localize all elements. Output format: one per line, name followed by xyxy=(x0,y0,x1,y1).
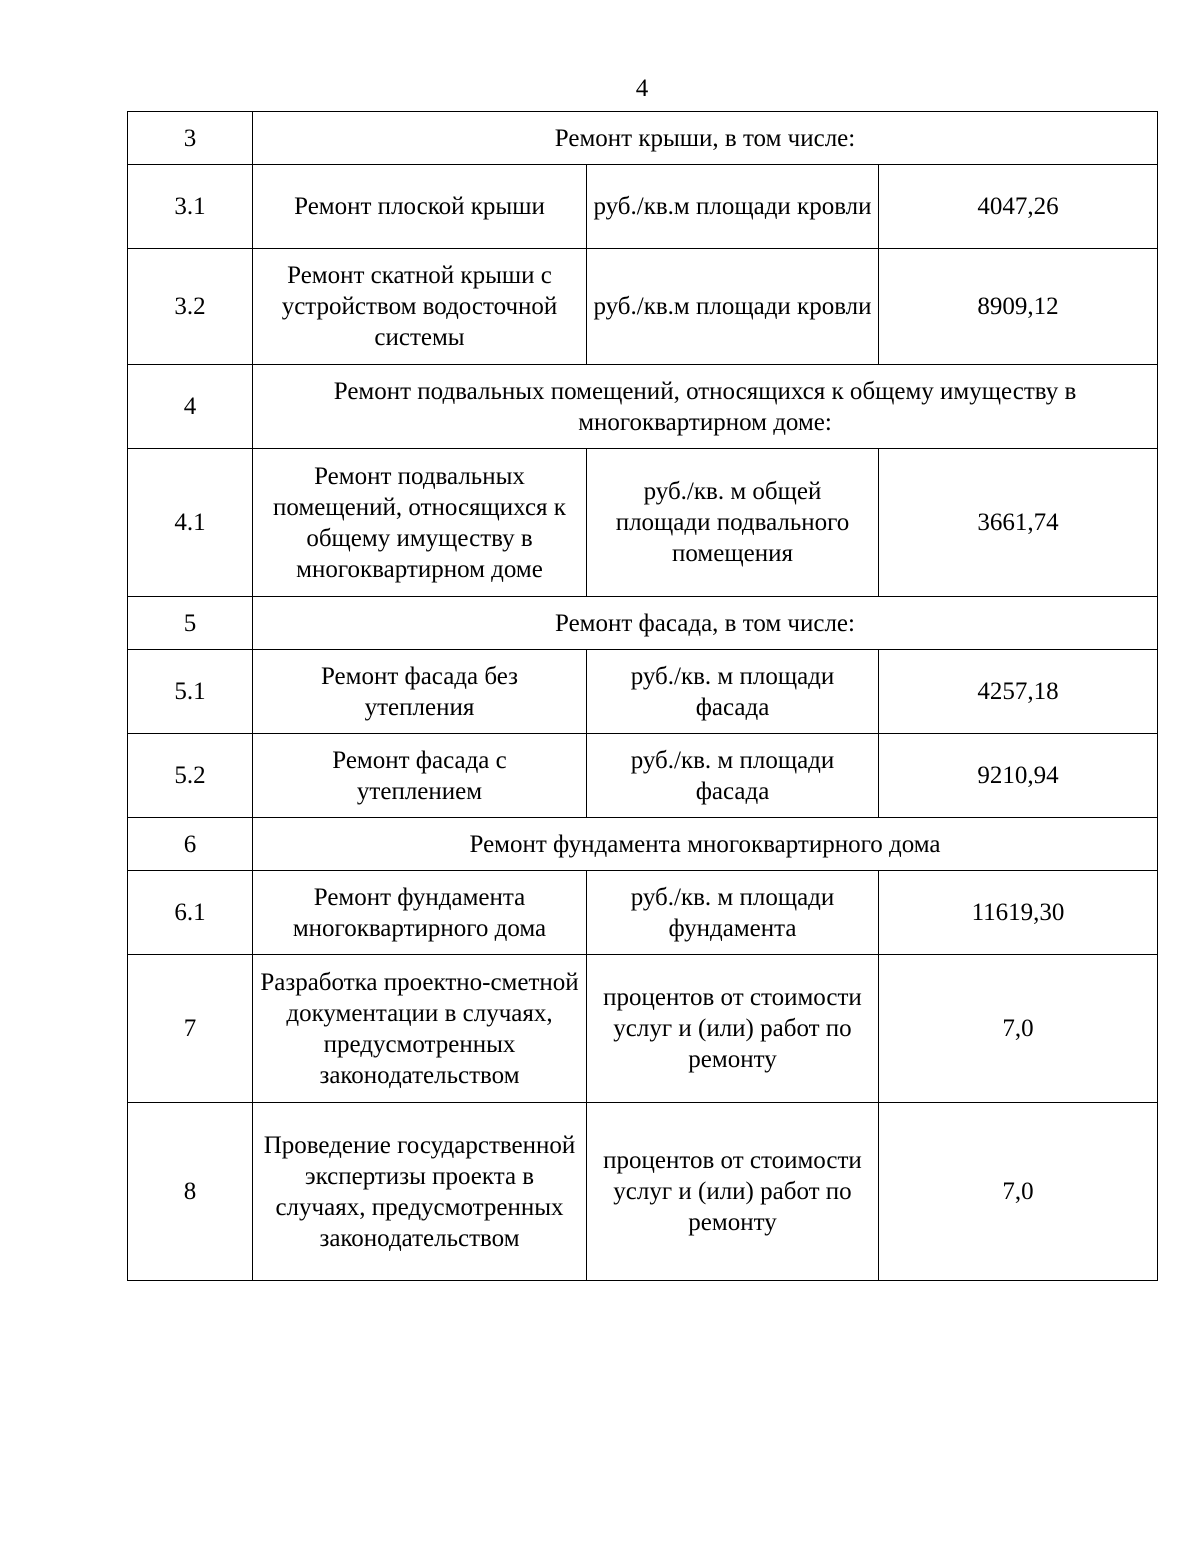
unit-cell: руб./кв.м площади кровли xyxy=(587,165,879,249)
table-row xyxy=(128,871,1158,955)
table-row-section xyxy=(128,597,1158,650)
section-title-cell: Ремонт подвальных помещений, относящихся к общему имуществу в многоквартирном доме: xyxy=(253,365,1158,449)
row-number-cell: 5 xyxy=(128,597,253,650)
unit-cell: руб./кв. м общей площади подвального помещения xyxy=(587,449,879,597)
unit-cell: руб./кв. м площади фасада xyxy=(587,734,879,818)
unit-cell: руб./кв.м площади кровли xyxy=(587,249,879,365)
row-number-cell: 6 xyxy=(128,818,253,871)
value-cell: 9210,94 xyxy=(879,734,1158,818)
work-name-cell: Ремонт фасада без утепления xyxy=(253,650,587,734)
value-cell: 3661,74 xyxy=(879,449,1158,597)
table-row xyxy=(128,249,1158,365)
row-number-cell: 5.1 xyxy=(128,650,253,734)
value-cell: 11619,30 xyxy=(879,871,1158,955)
value-cell: 8909,12 xyxy=(879,249,1158,365)
value-cell: 4047,26 xyxy=(879,165,1158,249)
work-name-cell: Ремонт подвальных помещений, относящихся к общему имуществу в многоквартирном доме xyxy=(253,449,587,597)
work-name-cell: Ремонт скатной крыши с устройством водосточной системы xyxy=(253,249,587,365)
page-number: 4 xyxy=(635,75,649,102)
row-number-cell: 4 xyxy=(128,365,253,449)
row-number-cell: 3.2 xyxy=(128,249,253,365)
unit-cell: процентов от стоимости услуг и (или) работ по ремонту xyxy=(587,955,879,1103)
table-row xyxy=(128,650,1158,734)
section-title-cell: Ремонт фундамента многоквартирного дома xyxy=(253,818,1158,871)
work-name-cell: Ремонт фундамента многоквартирного дома xyxy=(253,871,587,955)
row-number-cell: 3.1 xyxy=(128,165,253,249)
row-number-cell: 5.2 xyxy=(128,734,253,818)
row-number-cell: 4.1 xyxy=(128,449,253,597)
unit-cell: руб./кв. м площади фасада xyxy=(587,650,879,734)
section-title-cell: Ремонт крыши, в том числе: xyxy=(253,112,1158,165)
work-name-cell: Ремонт фасада с утеплением xyxy=(253,734,587,818)
row-number-cell: 6.1 xyxy=(128,871,253,955)
work-name-cell: Проведение государственной экспертизы проекта в случаях, предусмотренных законодательством xyxy=(253,1103,587,1281)
section-title-cell: Ремонт фасада, в том числе: xyxy=(253,597,1158,650)
table-row-section xyxy=(128,818,1158,871)
table-row-section xyxy=(128,112,1158,165)
table-row xyxy=(128,1103,1158,1281)
work-name-cell: Ремонт плоской крыши xyxy=(253,165,587,249)
unit-cell: руб./кв. м площади фундамента xyxy=(587,871,879,955)
table-row xyxy=(128,734,1158,818)
row-number-cell: 7 xyxy=(128,955,253,1103)
value-cell: 7,0 xyxy=(879,1103,1158,1281)
table-row-section xyxy=(128,365,1158,449)
row-number-cell: 8 xyxy=(128,1103,253,1281)
value-cell: 4257,18 xyxy=(879,650,1158,734)
table-row xyxy=(128,449,1158,597)
table-row xyxy=(128,165,1158,249)
table-row xyxy=(128,955,1158,1103)
tariff-table xyxy=(127,111,1158,1281)
row-number-cell: 3 xyxy=(128,112,253,165)
value-cell: 7,0 xyxy=(879,955,1158,1103)
unit-cell: процентов от стоимости услуг и (или) работ по ремонту xyxy=(587,1103,879,1281)
work-name-cell: Разработка проектно-сметной документации в случаях, предусмотренных законодательством xyxy=(253,955,587,1103)
